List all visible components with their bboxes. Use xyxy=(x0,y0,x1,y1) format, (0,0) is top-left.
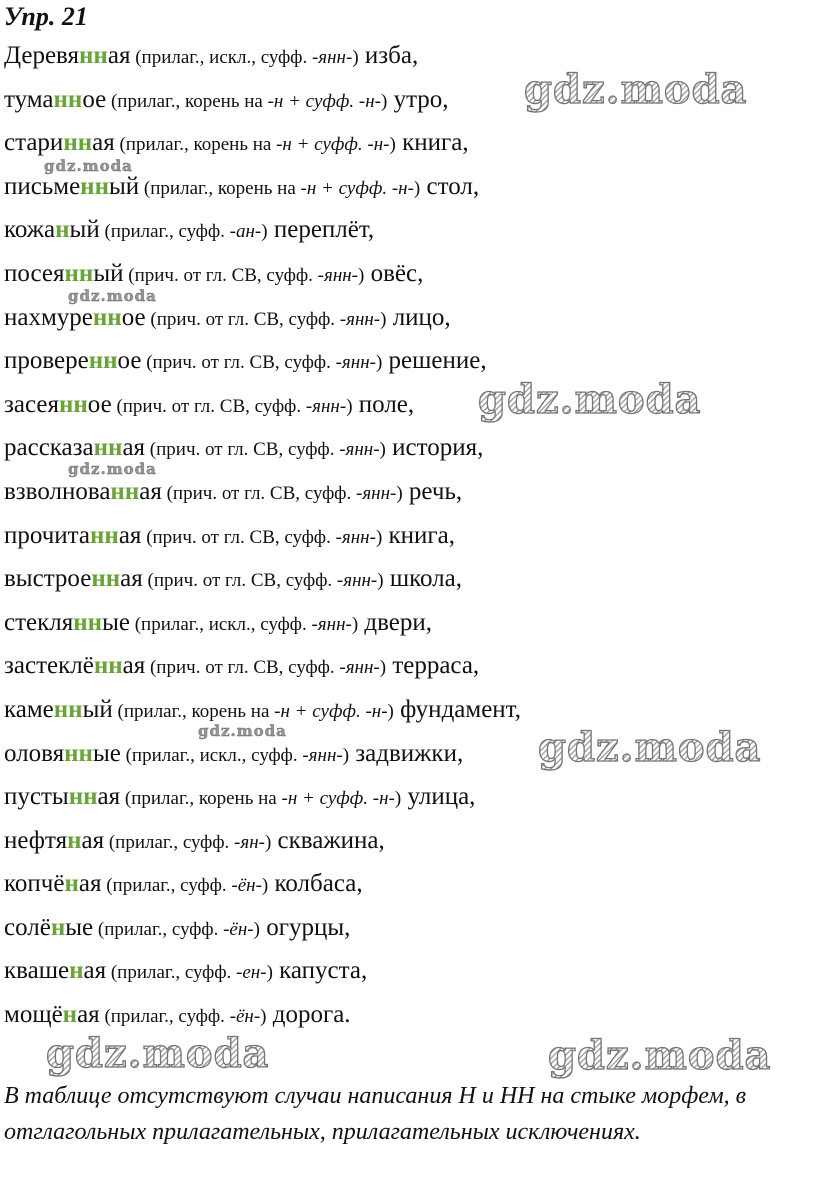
note-close: ) xyxy=(261,875,269,897)
word-start: выстрое xyxy=(4,565,92,593)
note-text: (прилаг., искл., суфф. xyxy=(129,613,312,635)
word-ending: ая xyxy=(107,42,131,69)
footnote: В таблице отсутствуют случаи написания Н и НН на стыке морфем, в отглагольных прилагательных, прилагательных исключениях. xyxy=(4,1083,747,1145)
note-close: ) xyxy=(261,221,268,243)
word-ending: ая xyxy=(77,1001,100,1029)
noun: решение, xyxy=(382,347,487,375)
answer-line xyxy=(4,648,816,692)
answer-line xyxy=(4,300,816,344)
word-start: пусты xyxy=(4,783,69,811)
note-text: (прич. от гл. СВ, суфф. xyxy=(142,570,337,592)
grammar-note xyxy=(104,832,271,853)
note-close: ) xyxy=(358,264,365,286)
highlight-letters: нн xyxy=(91,565,121,593)
suffix: -ён- xyxy=(223,918,254,940)
suffix: -янн- xyxy=(335,526,376,548)
noun: переплёт, xyxy=(267,216,375,244)
suffix: -янн- xyxy=(336,570,378,592)
word-ending: ая xyxy=(78,870,102,898)
suffix: -н + суфф. -н- xyxy=(276,134,390,156)
word-ending: ый xyxy=(69,216,100,244)
suffix: -янн- xyxy=(311,47,353,68)
noun: улица, xyxy=(401,783,476,811)
watermark-small: gdz.moda xyxy=(198,722,287,740)
noun: огурцы, xyxy=(259,913,351,941)
word-ending: ая xyxy=(97,783,121,811)
suffix: -н + суфф. -н- xyxy=(281,788,395,810)
watermark-small: gdz.moda xyxy=(68,460,157,478)
note-text: (прич. от гл. СВ, суфф. xyxy=(123,264,318,286)
answer-line xyxy=(4,953,816,997)
word-ending: ый xyxy=(108,172,140,200)
note-text: (прич. от гл. СВ, суфф. xyxy=(141,352,336,374)
answer-line xyxy=(4,561,816,605)
word-start: копчё xyxy=(4,870,65,898)
word-start: мощё xyxy=(4,1001,63,1029)
noun: речь, xyxy=(402,477,463,505)
answer-line xyxy=(4,169,816,213)
word-ending: ое xyxy=(121,303,146,331)
grammar-note xyxy=(139,178,420,199)
word-start: засея xyxy=(4,390,59,418)
watermark: gdz.moda xyxy=(538,724,762,771)
word-ending: ая xyxy=(92,129,115,157)
note-text: (прилаг., суфф. xyxy=(99,221,230,243)
highlight-letters: нн xyxy=(93,652,123,680)
word-start: нахмуре xyxy=(4,303,93,331)
highlight-letters: нн xyxy=(63,129,93,157)
suffix: -ён- xyxy=(231,875,262,897)
word-start: нефтя xyxy=(4,826,68,854)
word-ending: ая xyxy=(122,652,146,680)
suffix: -янн- xyxy=(302,744,343,766)
suffix: -янн- xyxy=(339,308,381,330)
word-start: оловя xyxy=(4,739,65,767)
note-text: (прилаг., суфф. xyxy=(93,918,224,940)
note-close: ) xyxy=(264,831,272,853)
suffix: -янн- xyxy=(305,395,347,417)
word-ending: ая xyxy=(139,477,162,505)
answer-line xyxy=(4,866,816,910)
word-start: Деревя xyxy=(4,42,80,69)
suffix: -янн- xyxy=(335,352,376,374)
note-close: ) xyxy=(396,482,403,504)
grammar-note xyxy=(106,91,387,112)
watermark: gdz.moda xyxy=(478,376,702,423)
grammar-note xyxy=(100,1006,267,1027)
word-start: солё xyxy=(4,913,51,941)
highlight-letters: нн xyxy=(90,521,119,549)
word-start: письме xyxy=(4,172,81,200)
note-text: (прич. от гл. СВ, суфф. xyxy=(145,439,340,461)
note-text: (прилаг., суфф. xyxy=(101,875,232,897)
suffix: -ён- xyxy=(229,1006,261,1028)
noun: фундамент, xyxy=(393,695,521,723)
note-close: ) xyxy=(389,134,396,156)
note-close: ) xyxy=(413,177,421,199)
noun: изба, xyxy=(358,42,419,69)
note-text: (прич. от гл. СВ, суфф. xyxy=(145,308,340,330)
suffix: -н + суфф. -н- xyxy=(300,177,414,199)
grammar-note xyxy=(115,134,396,155)
highlight-letters: н xyxy=(69,957,84,985)
answer-line xyxy=(4,212,816,256)
word-start: рассказа xyxy=(4,434,94,462)
noun: скважина, xyxy=(271,826,385,854)
noun: капуста, xyxy=(272,957,368,985)
highlight-letters: нн xyxy=(80,172,109,200)
word-ending: ый xyxy=(82,695,113,723)
highlight-letters: нн xyxy=(64,259,94,287)
highlight-letters: нн xyxy=(73,608,103,636)
word-ending: ые xyxy=(92,739,121,767)
word-start: стекля xyxy=(4,608,74,636)
suffix: -ян- xyxy=(234,831,265,853)
word-start: посея xyxy=(4,259,65,287)
suffix: -янн- xyxy=(339,657,380,679)
note-text: (прилаг., корень на xyxy=(106,90,268,112)
noun: задвижки, xyxy=(349,739,464,767)
grammar-note xyxy=(113,701,394,722)
word-start: каме xyxy=(4,695,54,723)
grammar-note xyxy=(93,919,260,940)
word-ending: ое xyxy=(87,390,112,418)
note-text: (прич. от гл. СВ, суфф. xyxy=(141,526,336,548)
grammar-note xyxy=(101,875,268,896)
note-text: (прилаг., суфф. xyxy=(104,831,235,853)
suffix: -н + суфф. -н- xyxy=(267,90,381,112)
word-start: провере xyxy=(4,347,89,375)
word-start: прочита xyxy=(4,521,91,549)
word-ending: ая xyxy=(122,434,146,462)
grammar-note xyxy=(112,396,353,417)
word-ending: ый xyxy=(93,259,124,287)
watermark: gdz.moda xyxy=(548,1032,772,1079)
suffix: -ан- xyxy=(229,221,262,243)
grammar-note xyxy=(162,483,403,504)
highlight-letters: нн xyxy=(64,739,93,767)
noun: двери, xyxy=(358,608,433,636)
noun: лицо, xyxy=(386,303,451,331)
note-close: ) xyxy=(346,395,353,417)
note-close: ) xyxy=(253,918,260,940)
highlight-letters: н xyxy=(64,870,79,898)
noun: стол, xyxy=(420,172,480,200)
note-close: ) xyxy=(266,962,273,984)
watermark: gdz.moda xyxy=(524,66,748,113)
note-text: (прилаг., искл., суфф. xyxy=(120,744,303,766)
grammar-note xyxy=(130,614,358,635)
noun: утро, xyxy=(387,85,449,113)
note-close: ) xyxy=(380,90,388,112)
watermark: gdz.moda xyxy=(46,1030,270,1077)
note-text: (прилаг., суфф. xyxy=(99,1006,230,1028)
word-start: застеклё xyxy=(4,652,94,680)
noun: дорога. xyxy=(266,1001,351,1029)
note-text: (прич. от гл. СВ, суфф. xyxy=(145,657,340,679)
noun: книга, xyxy=(395,129,469,157)
note-close: ) xyxy=(351,613,359,635)
note-text: (прилаг., искл., суфф. xyxy=(130,47,312,68)
note-text: (прич. от гл. СВ, суфф. xyxy=(111,395,306,417)
grammar-note xyxy=(141,527,382,548)
grammar-note xyxy=(100,221,268,242)
word-ending: ые xyxy=(65,913,94,941)
grammar-note xyxy=(120,788,401,809)
highlight-letters: нн xyxy=(79,42,108,69)
note-close: ) xyxy=(380,308,387,330)
suffix: -янн- xyxy=(356,482,397,504)
note-close: ) xyxy=(379,439,386,461)
answer-line xyxy=(4,474,816,518)
note-text: (прилаг., корень на xyxy=(114,134,277,156)
note-text: (прилаг., суфф. xyxy=(106,962,237,984)
note-text: (прилаг., корень на xyxy=(112,700,275,722)
grammar-note xyxy=(121,745,349,766)
note-close: ) xyxy=(260,1006,267,1028)
answer-line xyxy=(4,518,816,562)
answer-line xyxy=(4,823,816,867)
highlight-letters: нн xyxy=(53,85,83,113)
highlight-letters: нн xyxy=(58,390,88,418)
noun: терраса, xyxy=(386,652,480,680)
highlight-letters: н xyxy=(50,913,66,941)
suffix: -н + суфф. -н- xyxy=(274,700,388,722)
note-close: ) xyxy=(379,657,387,679)
highlight-letters: н xyxy=(67,826,82,854)
suffix: -ен- xyxy=(236,962,267,984)
word-start: кожа xyxy=(4,216,56,244)
grammar-note xyxy=(130,47,358,68)
grammar-note xyxy=(124,265,365,286)
note-close: ) xyxy=(352,47,359,68)
word-ending: ое xyxy=(82,85,107,113)
noun: поле, xyxy=(352,390,415,418)
word-ending: ые xyxy=(102,608,130,636)
note-close: ) xyxy=(342,744,350,766)
answer-line xyxy=(4,605,816,649)
noun: книга, xyxy=(382,521,456,549)
grammar-note xyxy=(143,570,384,591)
answer-line xyxy=(4,910,816,954)
word-ending: ая xyxy=(81,826,105,854)
exercise-title: Упр. 21 xyxy=(4,2,88,31)
note-text: (прилаг., корень на xyxy=(139,177,301,199)
suffix: -янн- xyxy=(317,264,358,286)
highlight-letters: нн xyxy=(110,477,140,505)
word-start: тума xyxy=(4,85,54,113)
note-text: (прилаг., корень на xyxy=(120,788,282,810)
suffix: -янн- xyxy=(311,613,352,635)
highlight-letters: нн xyxy=(53,695,83,723)
word-start: взволнова xyxy=(4,477,111,505)
word-ending: ая xyxy=(118,521,142,549)
note-text: (прич. от гл. СВ, суфф. xyxy=(161,482,356,504)
grammar-note xyxy=(146,309,387,330)
noun: колбаса, xyxy=(268,870,363,898)
highlight-letters: нн xyxy=(92,303,122,331)
answer-line xyxy=(4,779,816,823)
note-close: ) xyxy=(377,570,384,592)
note-close: ) xyxy=(387,700,394,722)
highlight-letters: нн xyxy=(88,347,118,375)
noun: история, xyxy=(385,434,484,462)
word-start: стари xyxy=(4,129,64,157)
highlight-letters: нн xyxy=(68,783,98,811)
suffix: -янн- xyxy=(339,439,380,461)
grammar-note xyxy=(145,657,386,678)
watermark-small: gdz.moda xyxy=(68,287,157,305)
word-ending: ая xyxy=(83,957,107,985)
grammar-note xyxy=(106,962,273,983)
highlight-letters: нн xyxy=(93,434,123,462)
noun: овёс, xyxy=(364,259,424,287)
note-close: ) xyxy=(375,526,383,548)
grammar-note xyxy=(145,439,386,460)
word-ending: ая xyxy=(120,565,143,593)
grammar-note xyxy=(141,352,382,373)
highlight-letters: н xyxy=(55,216,70,244)
noun: школа, xyxy=(383,565,462,593)
note-close: ) xyxy=(375,352,383,374)
watermark-small: gdz.moda xyxy=(44,157,133,175)
note-close: ) xyxy=(394,788,402,810)
word-ending: ое xyxy=(117,347,142,375)
answer-list xyxy=(4,38,816,1041)
highlight-letters: н xyxy=(62,1001,78,1029)
word-start: кваше xyxy=(4,957,70,985)
